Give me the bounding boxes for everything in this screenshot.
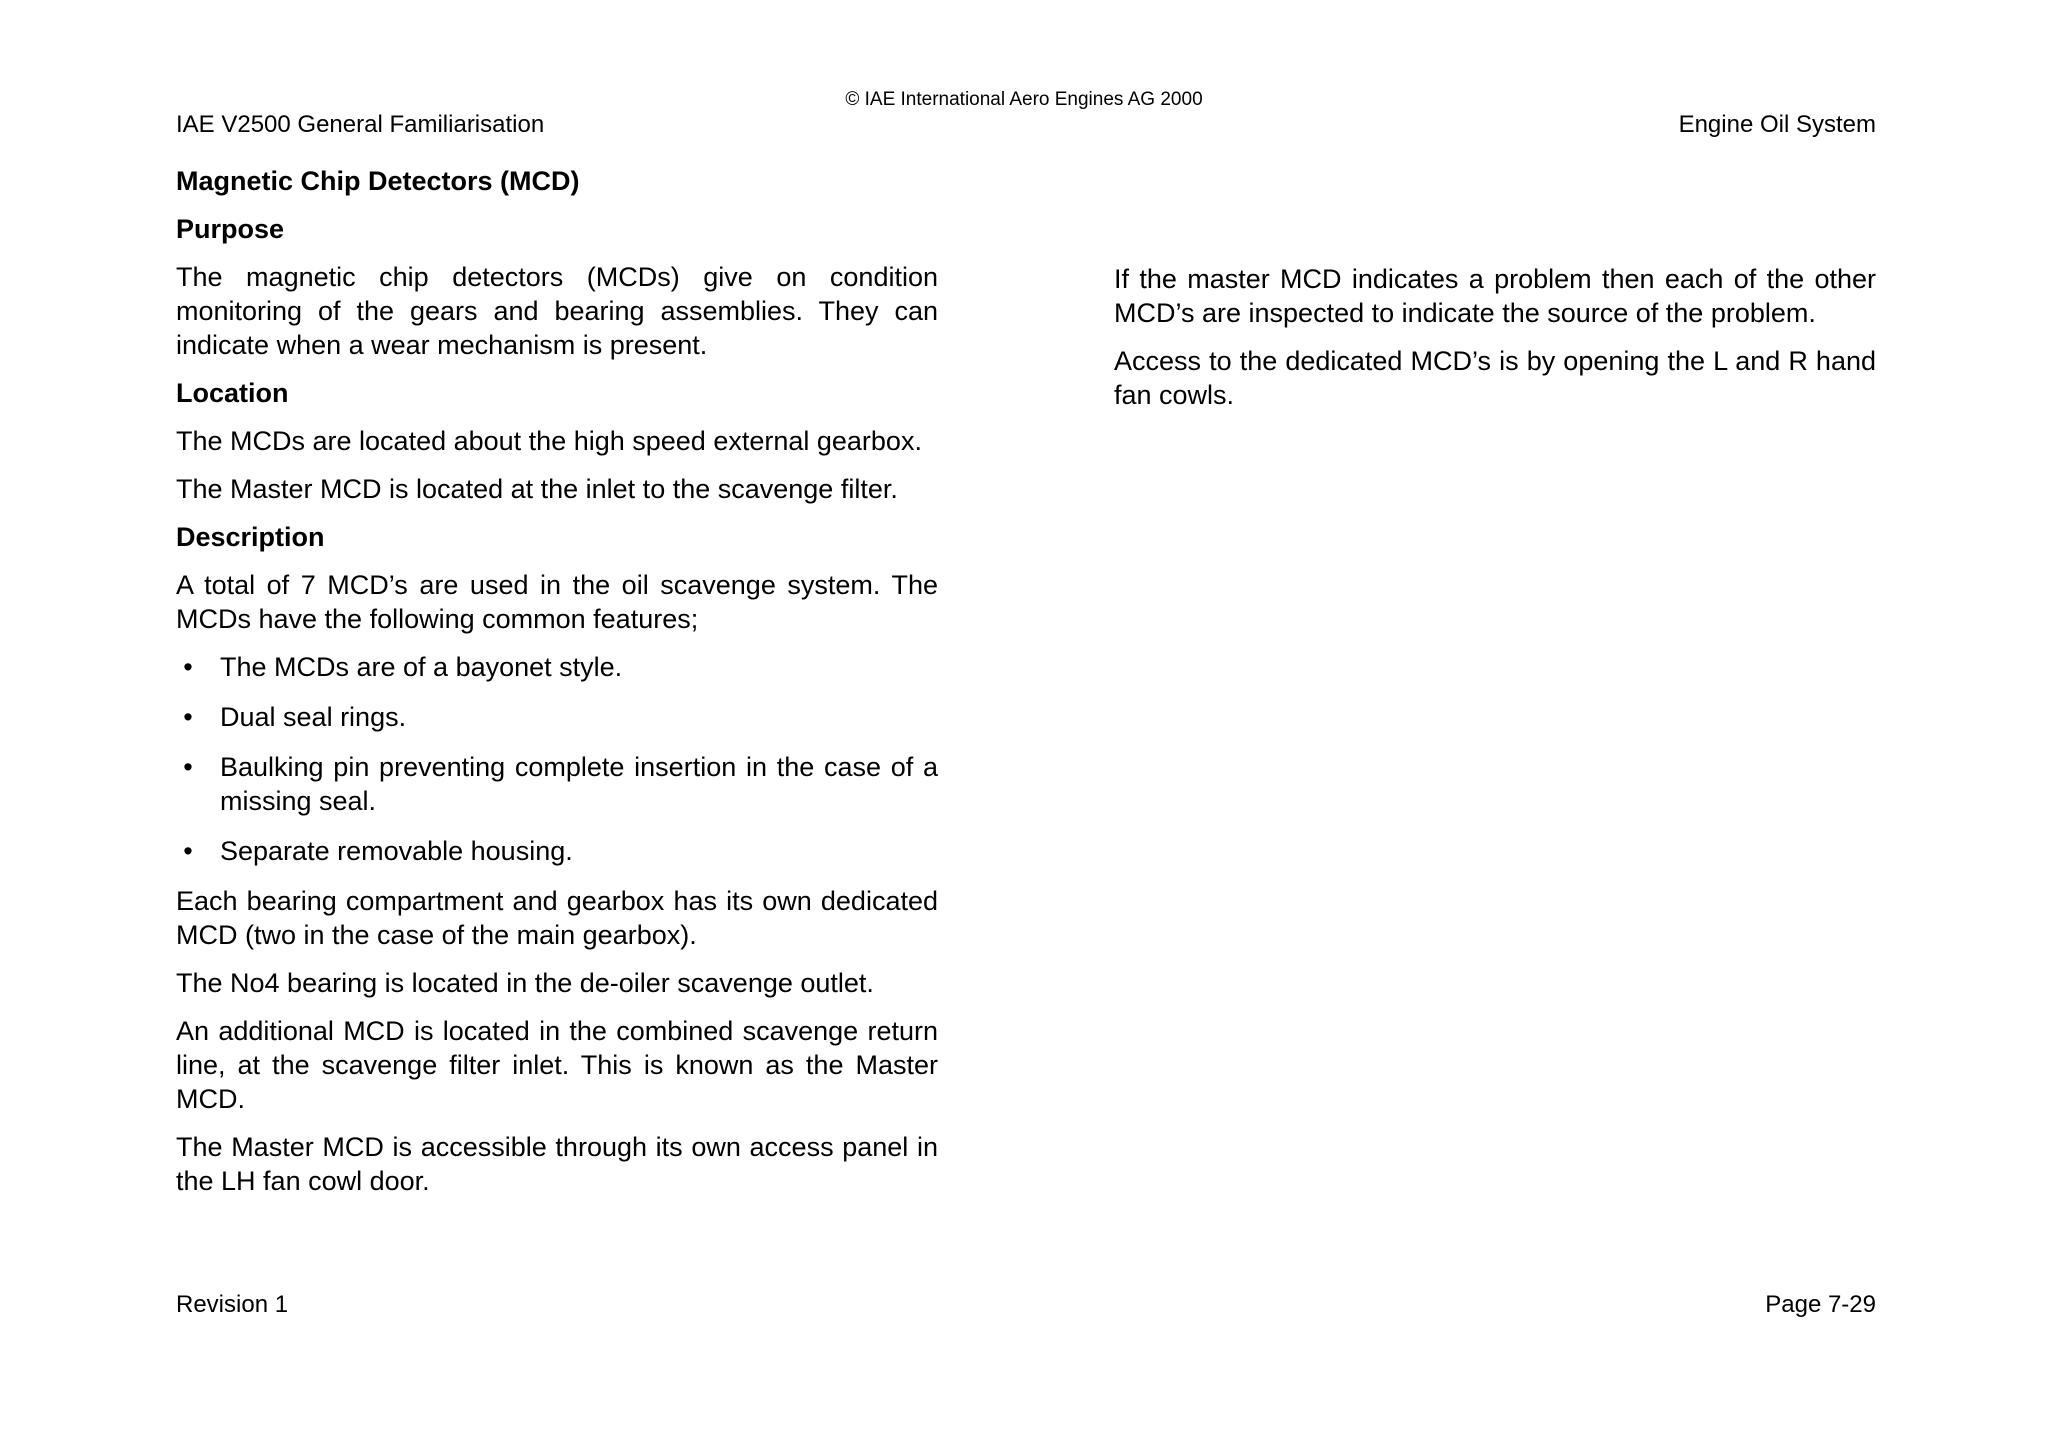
description-paragraph: An additional MCD is located in the combined scavenge return line, at the scavenge filter inlet. This is known as the Master MCD.	[176, 1016, 938, 1114]
list-item-text: Dual seal rings.	[220, 702, 407, 732]
list-item	[176, 834, 938, 868]
right-column-paragraph: If the master MCD indicates a problem then each of the other MCD’s are inspected to indicate the source of the problem.	[1114, 264, 1876, 328]
location-paragraph: The Master MCD is located at the inlet to the scavenge filter.	[176, 474, 898, 504]
list-item	[176, 750, 938, 818]
list-item-text: Baulking pin preventing complete insertion in the case of a missing seal.	[220, 752, 938, 816]
bullet-icon: •	[183, 752, 193, 782]
location-paragraph: The MCDs are located about the high speed external gearbox.	[176, 426, 922, 456]
footer-revision: Revision 1	[176, 1291, 289, 1318]
description-heading: Description	[176, 522, 325, 552]
purpose-heading: Purpose	[176, 214, 285, 244]
features-list	[176, 650, 938, 868]
copyright-notice: © IAE International Aero Engines AG 2000	[845, 89, 1203, 110]
right-column	[1114, 262, 1876, 426]
footer-page-number: Page 7-29	[1765, 1291, 1876, 1318]
header-document-title: IAE V2500 General Familiarisation	[176, 111, 545, 138]
description-intro: A total of 7 MCD’s are used in the oil scavenge system. The MCDs have the following common features;	[176, 570, 938, 634]
right-column-paragraph: Access to the dedicated MCD’s is by opening the L and R hand fan cowls.	[1114, 346, 1876, 410]
list-item-text: Separate removable housing.	[220, 836, 573, 866]
bullet-icon: •	[183, 836, 193, 866]
list-item-text: The MCDs are of a bayonet style.	[220, 652, 623, 682]
left-column	[176, 164, 938, 1212]
header-chapter-title: Engine Oil System	[1678, 111, 1876, 138]
description-paragraph: The No4 bearing is located in the de-oiler scavenge outlet.	[176, 968, 874, 998]
list-item	[176, 700, 938, 734]
description-paragraph: The Master MCD is accessible through its own access panel in the LH fan cowl door.	[176, 1132, 938, 1196]
location-heading: Location	[176, 378, 289, 408]
bullet-icon: •	[183, 652, 193, 682]
description-paragraph: Each bearing compartment and gearbox has its own dedicated MCD (two in the case of the main gearbox).	[176, 886, 938, 950]
list-item	[176, 650, 938, 684]
purpose-paragraph: The magnetic chip detectors (MCDs) give on condition monitoring of the gears and bearing assemblies. They can indicate when a wear mechanism is present.	[176, 262, 938, 360]
bullet-icon: •	[183, 702, 193, 732]
section-title: Magnetic Chip Detectors (MCD)	[176, 166, 580, 196]
